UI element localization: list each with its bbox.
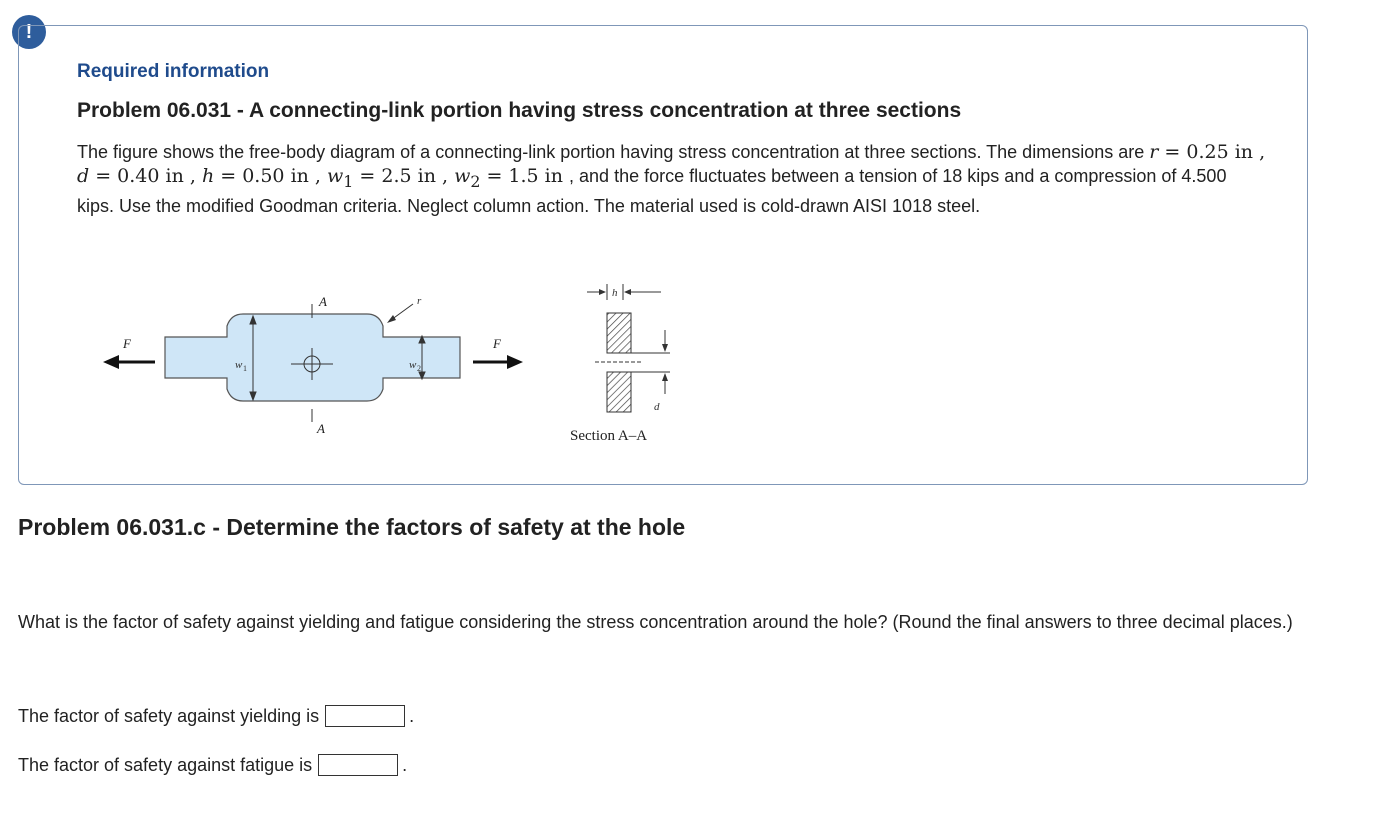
connecting-link-figure	[95, 282, 695, 452]
fatigue-label: The factor of safety against fatigue is	[18, 754, 313, 775]
dimensions-math: r = 0.25 in , d = 0.40 in , h = 0.50 in , $w_1 = 2.5$ in , $w_2 = 1.5$ in	[77, 141, 1266, 191]
dim-d: 0.40 in	[117, 165, 184, 187]
fatigue-period: .	[402, 754, 408, 775]
force-label-right: F	[493, 336, 501, 351]
force-arrow-left	[103, 355, 155, 369]
problem-title: Problem 06.031 - A connecting-link portion having stress concentration at three sections	[77, 99, 962, 122]
dim-r: 0.25 in	[1186, 141, 1254, 163]
section-lower-half	[607, 372, 631, 412]
w1-subscript: 1	[243, 364, 247, 373]
problem-text-rest: , and the force fluctuates between a tension of 18 kips and a compression of 4.500 kips. Use the modified Goodman criteria. Neglect column action. The material used is cold-drawn AISI 1018 steel.	[77, 166, 1227, 216]
dim-w1: 2.5 in	[381, 165, 436, 187]
section-label-top: A	[319, 294, 327, 309]
h-dimension	[587, 284, 661, 300]
w2-subscript: 2	[417, 364, 421, 373]
problem-description	[77, 140, 1267, 218]
yield-period: .	[409, 705, 415, 726]
radius-leader	[387, 304, 413, 323]
part-title: Problem 06.031.c - Determine the factors of safety at the hole	[18, 514, 686, 540]
yield-label: The factor of safety against yielding is	[18, 705, 320, 726]
radius-label: r	[417, 295, 422, 307]
section-upper-half	[607, 313, 631, 353]
dim-h: 0.50 in	[242, 165, 309, 187]
d-dimension	[631, 330, 670, 394]
w2-label: w	[409, 359, 417, 371]
yield-answer-row	[18, 705, 414, 727]
problem-text-intro: The figure shows the free-body diagram of a connecting-link portion having stress concentration at three sections. The dimensions are	[77, 142, 1145, 162]
d-label: d	[654, 401, 660, 413]
yield-answer-input[interactable]	[325, 705, 405, 727]
fatigue-answer-row	[18, 754, 407, 776]
required-info-heading: Required information	[77, 61, 270, 82]
part-question: What is the factor of safety against yielding and fatigue considering the stress concentration around the hole? (Round the final answers to three decimal places.)	[18, 612, 1293, 632]
section-caption: Section A–A	[570, 428, 648, 444]
alert-icon: !	[12, 15, 46, 49]
h-label: h	[612, 287, 618, 299]
w1-label: w	[235, 359, 243, 371]
force-arrow-right	[473, 355, 523, 369]
force-label-left: F	[123, 336, 131, 351]
dim-w2: 1.5 in	[508, 165, 563, 187]
section-label-bottom: A	[317, 421, 325, 436]
fatigue-answer-input[interactable]	[318, 754, 398, 776]
